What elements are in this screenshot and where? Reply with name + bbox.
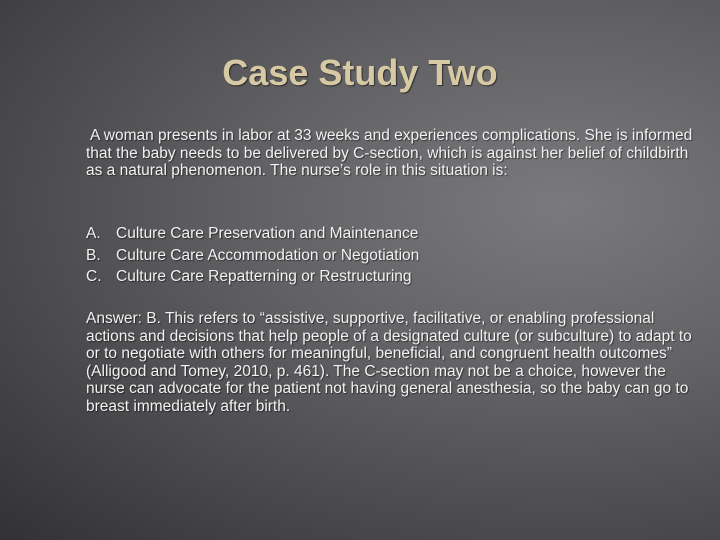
- option-item-c: [86, 266, 696, 288]
- option-item-a: [86, 223, 696, 245]
- option-letter: C.: [86, 268, 102, 285]
- option-text: Culture Care Repatterning or Restructuring: [116, 268, 412, 285]
- answer-explanation: Answer: B. This refers to “assistive, supportive, facilitative, or enabling professional actions and decisions that help people of a designated culture (or subculture) to adapt to or to negotiate with others for meaningful, beneficial, and congruent health outcomes” (Alligood and Tomey, 2010, p. 461). The C-section may not be a choice, however the nurse can advocate for the patient not having general anesthesia, so the baby can go to breast immediately after birth.: [86, 310, 692, 415]
- case-intro-text: A woman presents in labor at 33 weeks and experiences complications. She is informed that the baby needs to be delivered by C-section, which is against her belief of childbirth as a natural phenomenon. The nurse’s role in this situation is:: [86, 127, 693, 179]
- slide-title: Case Study Two: [222, 52, 498, 93]
- option-letter: A.: [86, 225, 101, 242]
- option-letter: B.: [86, 246, 101, 264]
- case-intro: [86, 127, 696, 180]
- option-text: Culture Care Accommodation or Negotiation: [116, 246, 420, 264]
- option-text: Culture Care Preservation and Maintenance: [116, 225, 419, 242]
- option-item-b: [86, 245, 696, 267]
- answer-options: [86, 223, 696, 288]
